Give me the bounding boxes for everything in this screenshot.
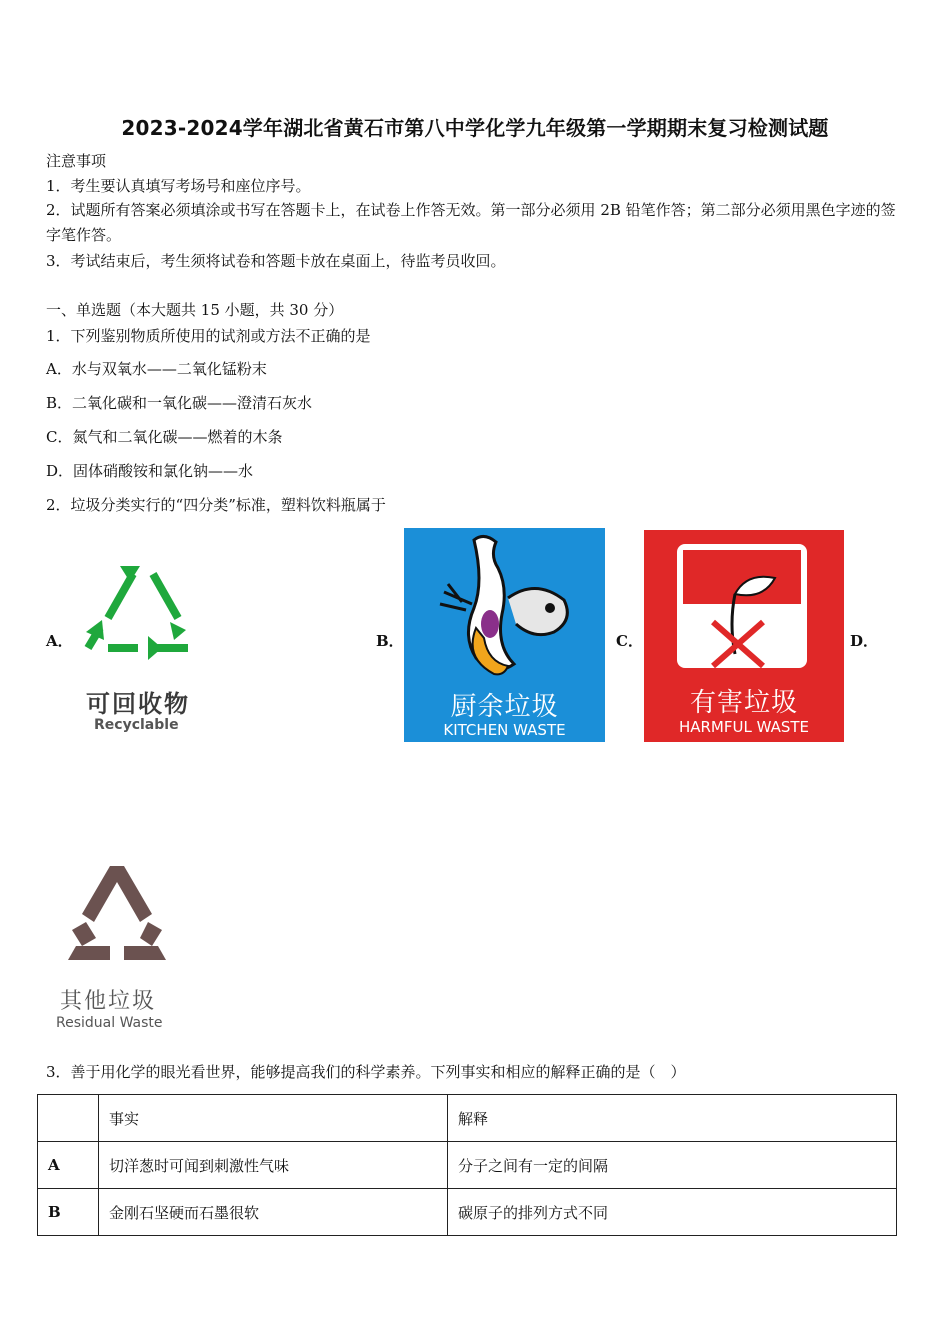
q3-stem: 3．善于用化学的眼光看世界，能够提高我们的科学素养。下列事实和相应的解释正确的是（ ） (46, 1063, 686, 1081)
dead-plant-crossed-icon (677, 544, 807, 668)
harmful-waste-en-label: HARMFUL WASTE (678, 718, 810, 736)
residual-waste-sign (52, 860, 182, 1036)
recyclable-en-label: Recyclable (94, 717, 179, 733)
table-header-cell: 解释 (448, 1095, 897, 1142)
q1-option-c: C．氮气和二氧化碳——燃着的木条 (46, 428, 283, 446)
q2-label-a: A． (46, 632, 73, 650)
table-cell: 分子之间有一定的间隔 (448, 1142, 897, 1189)
table-cell: 碳原子的排列方式不同 (448, 1189, 897, 1236)
harmful-waste-cn-label: 有害垃圾 (689, 688, 798, 718)
kitchen-waste-cn-label: 厨余垃圾 (450, 692, 559, 722)
residual-waste-en-label: Residual Waste (56, 1015, 163, 1031)
recyclable-cn-label: 可回收物 (86, 690, 190, 718)
q1-option-d: D．固体硝酸铵和氯化钠——水 (46, 462, 254, 480)
harmful-waste-sign (644, 530, 844, 742)
q2-stem: 2．垃圾分类实行的“四分类”标准，塑料饮料瓶属于 (46, 496, 386, 514)
table-header-cell (38, 1095, 99, 1142)
residual-waste-cn-label: 其他垃圾 (60, 989, 157, 1014)
q2-label-d: D． (850, 632, 879, 650)
section-heading: 一、单选题（本大题共 15 小题，共 30 分） (46, 301, 344, 319)
recycle-arrows-icon (78, 560, 208, 672)
kitchen-waste-en-label: KITCHEN WASTE (443, 721, 566, 739)
table-cell: 切洋葱时可闻到刺激性气味 (99, 1142, 448, 1189)
table-row (38, 1142, 897, 1189)
notice-heading: 注意事项 (46, 152, 107, 170)
table-cell: B (38, 1189, 99, 1236)
fish-bone-apple-core-icon (404, 528, 605, 688)
q2-label-b: B． (376, 632, 404, 650)
table-header-row (38, 1095, 897, 1142)
q2-label-c: C． (616, 632, 643, 650)
q1-option-a: A．水与双氧水——二氧化锰粉末 (46, 360, 267, 378)
harmful-waste-panel (677, 544, 807, 668)
recyclable-sign (78, 560, 208, 740)
page-title: 2023-2024学年湖北省黄石市第八中学化学九年级第一学期期末复习检测试题 (121, 116, 829, 140)
notice-item-2: 2．试题所有答案必须填涂或书写在答题卡上，在试卷上作答无效。第一部分必须用 2B 铅笔作答；第二部分必须用黑色字迹的签字笔作答。 (46, 201, 896, 244)
residual-recycle-arrows-icon (52, 860, 182, 970)
table-cell: 金刚石坚硬而石墨很软 (99, 1189, 448, 1236)
q1-stem: 1．下列鉴别物质所使用的试剂或方法不正确的是 (46, 327, 371, 345)
notice-item-3: 3．考试结束后，考生须将试卷和答题卡放在桌面上，待监考员收回。 (46, 252, 506, 270)
q3-table (37, 1094, 897, 1236)
notice-item-1: 1．考生要认真填写考场号和座位序号。 (46, 177, 311, 195)
q1-option-b: B．二氧化碳和一氧化碳——澄清石灰水 (46, 394, 313, 412)
kitchen-waste-sign (404, 528, 605, 742)
table-row (38, 1189, 897, 1236)
table-header-cell: 事实 (99, 1095, 448, 1142)
table-cell: A (38, 1142, 99, 1189)
